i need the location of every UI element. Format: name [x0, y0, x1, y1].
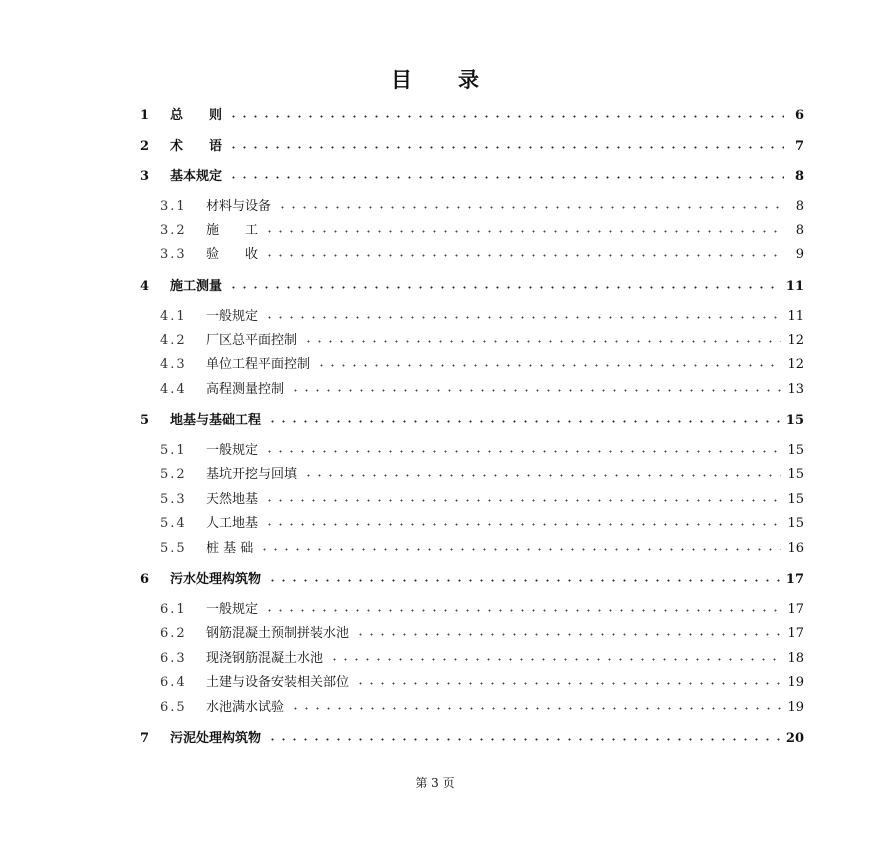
dot-leader — [355, 682, 781, 685]
dot-leader — [316, 364, 781, 367]
toc-entry-number: 5.4 — [160, 516, 187, 531]
toc-page-number: 12 — [787, 333, 804, 348]
toc-section-entry[interactable] — [160, 465, 804, 485]
toc-section-entry[interactable] — [160, 624, 804, 644]
toc-page-number: 17 — [785, 572, 804, 587]
toc-page-number: 8 — [795, 199, 804, 214]
toc-section-entry[interactable] — [160, 649, 804, 669]
toc-page-number: 8 — [795, 223, 804, 238]
dot-leader — [264, 316, 781, 319]
toc-chapter-entry[interactable] — [140, 137, 804, 157]
toc-entry-number: 4 — [140, 279, 152, 294]
toc-entry-number: 4.2 — [160, 333, 187, 348]
toc-entry-number: 7 — [140, 731, 152, 746]
title-char-2: 录 — [458, 67, 479, 92]
toc-page-number: 6 — [794, 108, 804, 123]
toc-entry-title: 现浇钢筋混凝土水池 — [206, 651, 324, 666]
page-title — [0, 64, 870, 94]
toc-entry-number: 4.1 — [160, 309, 187, 324]
toc-page-number: 15 — [787, 443, 804, 458]
toc-page-number: 13 — [787, 382, 804, 397]
dot-leader — [264, 523, 781, 526]
toc-entry-title: 材料与设备 — [206, 199, 272, 214]
toc-section-entry[interactable] — [160, 490, 804, 510]
toc-entry-title: 水池满水试验 — [206, 700, 285, 715]
dot-leader — [303, 340, 781, 343]
dot-leader — [267, 738, 780, 741]
toc-chapter-entry[interactable] — [140, 729, 804, 749]
toc-page-number: 11 — [785, 279, 804, 294]
toc-section-entry[interactable] — [160, 355, 804, 375]
toc-entry-title: 基本规定 — [170, 169, 223, 184]
toc-section-entry[interactable] — [160, 600, 804, 620]
toc-entry-number: 5.2 — [160, 467, 187, 482]
dot-leader — [329, 658, 781, 661]
toc-chapter-entry[interactable] — [140, 106, 804, 126]
toc-entry-number: 6.5 — [160, 700, 187, 715]
toc-section-entry[interactable] — [160, 380, 804, 400]
toc-chapter-entry[interactable] — [140, 411, 804, 431]
dot-leader — [264, 499, 781, 502]
dot-leader — [228, 176, 784, 179]
dot-leader — [259, 548, 781, 551]
toc-page-number: 8 — [794, 169, 804, 184]
dot-leader — [264, 450, 781, 453]
toc-entry-number: 3 — [140, 169, 152, 184]
toc-entry-number: 5.5 — [160, 541, 187, 556]
toc-entry-title: 基坑开挖与回填 — [206, 467, 298, 482]
toc-chapter-entry[interactable] — [140, 570, 804, 590]
toc-chapter-entry[interactable] — [140, 167, 804, 187]
toc-entry-title: 施工测量 — [170, 279, 223, 294]
toc-page-number: 16 — [787, 541, 804, 556]
toc-entry-title: 天然地基 — [206, 492, 259, 507]
dot-leader — [264, 230, 784, 233]
toc-section-entry[interactable] — [160, 441, 804, 461]
toc-entry-title: 一般规定 — [206, 443, 259, 458]
toc-page-number: 9 — [795, 247, 804, 262]
dot-leader — [228, 115, 784, 118]
dot-leader — [228, 146, 784, 149]
toc-entry-number: 5.3 — [160, 492, 187, 507]
toc-page-number: 15 — [787, 467, 804, 482]
toc-entry-title: 土建与设备安装相关部位 — [206, 675, 350, 690]
toc-entry-number: 6.4 — [160, 675, 187, 690]
dot-leader — [267, 420, 780, 423]
toc-page-number: 15 — [787, 516, 804, 531]
toc-entry-number: 4.3 — [160, 357, 187, 372]
toc-entry-number: 6.1 — [160, 602, 187, 617]
toc-entry-number: 4.4 — [160, 382, 187, 397]
dot-leader — [277, 206, 784, 209]
dot-leader — [267, 579, 780, 582]
toc-section-entry[interactable] — [160, 331, 804, 351]
toc-section-entry[interactable] — [160, 539, 804, 559]
toc-entry-number: 5.1 — [160, 443, 187, 458]
toc-entry-title: 污泥处理构筑物 — [170, 731, 262, 746]
toc-entry-number: 5 — [140, 413, 152, 428]
toc-entry-title: 高程测量控制 — [206, 382, 285, 397]
toc-entry-number: 6.2 — [160, 626, 187, 641]
dot-leader — [355, 633, 781, 636]
toc-entry-number: 6 — [140, 572, 152, 587]
toc-entry-number: 3.2 — [160, 223, 187, 238]
toc-page-number: 17 — [787, 602, 804, 617]
toc-entry-title: 一般规定 — [206, 602, 259, 617]
toc-section-entry[interactable] — [160, 698, 804, 718]
toc-entry-title: 钢筋混凝土预制拼装水池 — [206, 626, 350, 641]
toc-page-number: 15 — [787, 492, 804, 507]
toc-page-number: 19 — [787, 675, 804, 690]
dot-leader — [264, 254, 784, 257]
toc-entry-title: 厂区总平面控制 — [206, 333, 298, 348]
toc-entry-title: 地基与基础工程 — [170, 413, 262, 428]
toc-section-entry[interactable] — [160, 307, 804, 327]
toc-page-number: 11 — [787, 309, 804, 324]
dot-leader — [290, 389, 781, 392]
toc-entry-number: 6.3 — [160, 651, 187, 666]
toc-entry-title: 污水处理构筑物 — [170, 572, 262, 587]
toc-section-entry[interactable] — [160, 197, 804, 217]
toc-entry-title: 施 工 — [206, 223, 259, 238]
toc-page-number: 12 — [787, 357, 804, 372]
dot-leader — [303, 474, 781, 477]
toc-entry-title: 术 语 — [170, 139, 223, 154]
toc-section-entry[interactable] — [160, 673, 804, 693]
dot-leader — [228, 286, 780, 289]
title-char-1: 目 — [391, 67, 412, 92]
toc-page-number: 17 — [787, 626, 804, 641]
toc-entry-title: 总 则 — [170, 108, 223, 123]
toc-page-number: 18 — [787, 651, 804, 666]
dot-leader — [264, 609, 781, 612]
toc-page-number: 15 — [785, 413, 804, 428]
toc-entry-number: 1 — [140, 108, 152, 123]
toc-entry-title: 验 收 — [206, 247, 259, 262]
toc-section-entry[interactable] — [160, 221, 804, 241]
toc-page-number: 19 — [787, 700, 804, 715]
toc-entry-number: 2 — [140, 139, 152, 154]
toc-entry-title: 桩 基 础 — [206, 541, 254, 556]
toc-entry-number: 3.1 — [160, 199, 187, 214]
toc-entry-title: 人工地基 — [206, 516, 259, 531]
page-footer: 第 3 页 — [415, 776, 455, 790]
toc-section-entry[interactable] — [160, 514, 804, 534]
toc-entry-title: 单位工程平面控制 — [206, 357, 311, 372]
toc-entry-number: 3.3 — [160, 247, 187, 262]
dot-leader — [290, 707, 781, 710]
toc-section-entry[interactable] — [160, 245, 804, 265]
toc-chapter-entry[interactable] — [140, 277, 804, 297]
toc-entry-title: 一般规定 — [206, 309, 259, 324]
toc-page-number: 7 — [794, 139, 804, 154]
toc-page-number: 20 — [785, 731, 804, 746]
